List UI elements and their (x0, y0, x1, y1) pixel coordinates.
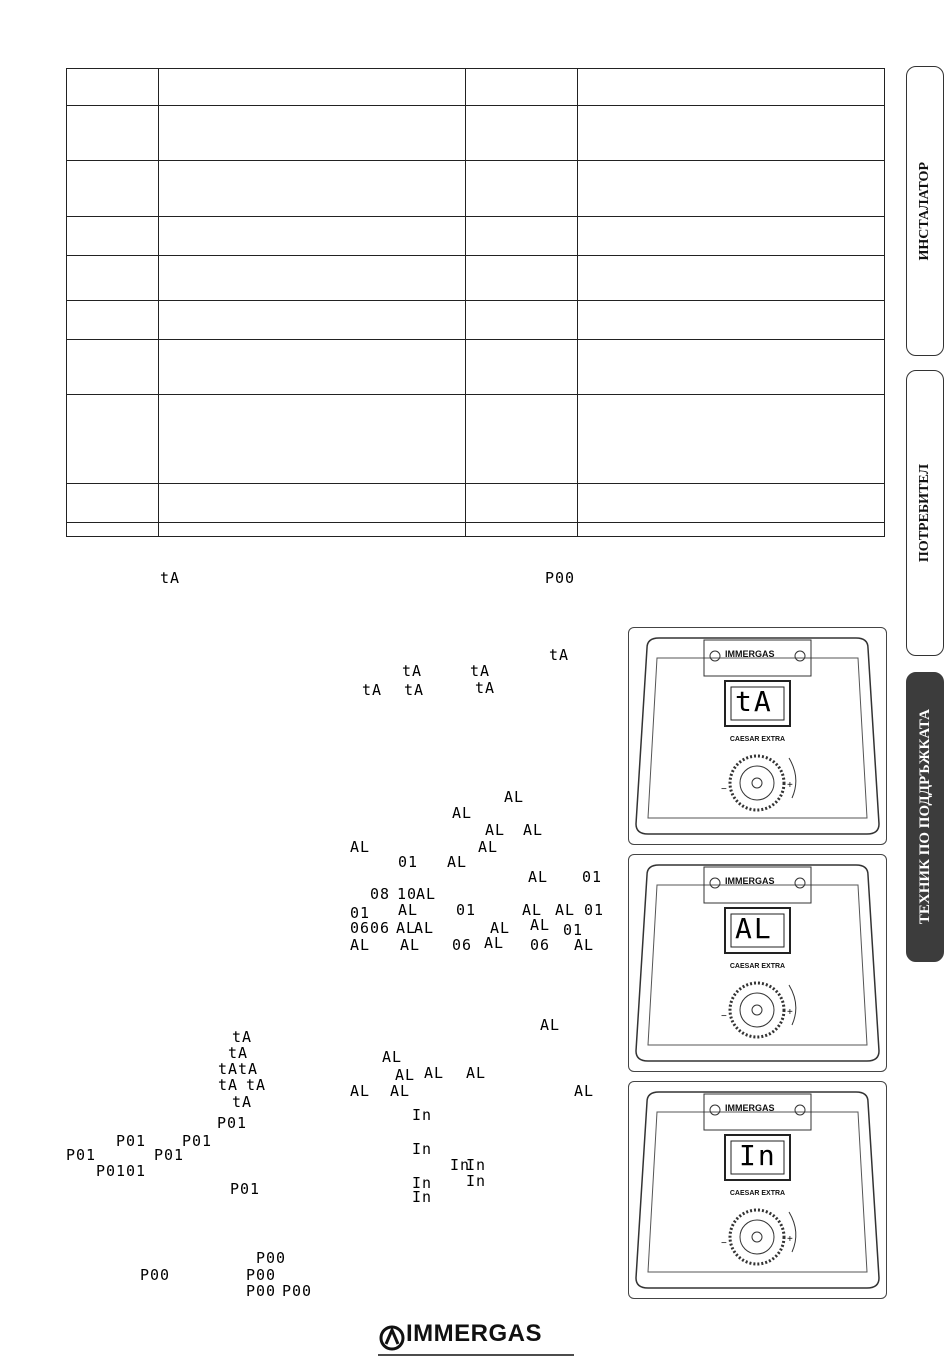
code-al: AL (466, 1064, 487, 1082)
code-p01: P01 (96, 1162, 127, 1180)
code-al: AL (424, 1064, 445, 1082)
code-in: In (412, 1106, 433, 1124)
code-al: AL (504, 788, 525, 806)
logo-text: IMMERGAS (406, 1320, 542, 1347)
code-al: AL (523, 821, 544, 839)
code-01: 01 (350, 904, 371, 922)
svg-text:−: − (721, 1011, 727, 1022)
control-panel-in (628, 1081, 887, 1299)
code-in: In (412, 1174, 433, 1192)
code-al: AL (395, 1066, 416, 1084)
code-in: In (412, 1140, 433, 1158)
code-ta: tA (160, 569, 181, 587)
code-ta: tA (549, 646, 570, 664)
svg-text:+: + (787, 780, 793, 791)
code-al: AL (484, 934, 505, 952)
code-ta: tA (246, 1076, 267, 1094)
code-ta: tA (218, 1060, 239, 1078)
code-in: In (412, 1188, 433, 1206)
code-p00: P00 (256, 1249, 287, 1267)
tab-installer[interactable] (906, 66, 944, 356)
code-al: AL (478, 838, 499, 856)
code-ta: tA (475, 679, 496, 697)
code-01: 01 (584, 901, 605, 919)
parameters-table (66, 68, 885, 537)
tab-user[interactable] (906, 370, 944, 656)
code-p00: P00 (282, 1282, 313, 1300)
code-al: AL (396, 919, 417, 937)
code-in: In (466, 1172, 487, 1190)
code-ta: tA (238, 1060, 259, 1078)
panel-model: CAESAR EXTRA (729, 963, 786, 970)
code-al: AL (398, 901, 419, 919)
code-al: AL (485, 821, 506, 839)
code-al: AL (400, 936, 421, 954)
code-ta: tA (218, 1076, 239, 1094)
control-panel-al (628, 854, 887, 1072)
code-01: 01 (582, 868, 603, 886)
code-06: 06 (452, 936, 473, 954)
code-al: AL (522, 901, 543, 919)
code-al: AL (574, 936, 595, 954)
code-al: AL (414, 919, 435, 937)
code-p01: P01 (182, 1132, 213, 1150)
code-01: 01 (456, 901, 477, 919)
code-p01: P01 (217, 1114, 248, 1132)
code-al: AL (382, 1048, 403, 1066)
panel-display: tA (735, 685, 773, 718)
code-01: 01 (126, 1162, 147, 1180)
code-p01: P01 (66, 1146, 97, 1164)
panel-display: In (739, 1139, 777, 1172)
code-p00: P00 (140, 1266, 171, 1284)
code-al: AL (555, 901, 576, 919)
code-10: 10 (397, 885, 418, 903)
code-in: In (466, 1156, 487, 1174)
svg-text:+: + (787, 1234, 793, 1245)
code-al: AL (574, 1082, 595, 1100)
code-p01: P01 (230, 1180, 261, 1198)
panel-model: CAESAR EXTRA (729, 1190, 786, 1197)
panel-model: CAESAR EXTRA (729, 736, 786, 743)
code-ta: tA (404, 681, 425, 699)
code-p00: P00 (545, 569, 576, 587)
code-p00: P00 (246, 1266, 277, 1284)
tab-user-label: ПОТРЕБИТЕЛ (917, 463, 932, 563)
code-ta: tA (362, 681, 383, 699)
code-ta: tA (470, 662, 491, 680)
code-p01: P01 (116, 1132, 147, 1150)
code-ta: tA (232, 1028, 253, 1046)
code-al: AL (447, 853, 468, 871)
panel-brand: IMMERGAS (725, 1103, 775, 1113)
code-06: 06 (530, 936, 551, 954)
code-al: AL (530, 916, 551, 934)
svg-text:−: − (721, 784, 727, 795)
tab-maintenance[interactable] (906, 672, 944, 962)
code-al: AL (350, 1082, 371, 1100)
code-p01: P01 (154, 1146, 185, 1164)
code-al: AL (350, 936, 371, 954)
tab-installer-label: ИНСТАЛАТОР (917, 161, 932, 261)
code-al: AL (416, 885, 437, 903)
svg-text:+: + (787, 1007, 793, 1018)
code-al: AL (490, 919, 511, 937)
code-p00: P00 (246, 1282, 277, 1300)
code-06: 06 (370, 919, 391, 937)
tab-maintenance-label: ТЕХНИК ПО ПОДДРЪЖКАТА (916, 709, 933, 925)
code-al: AL (540, 1016, 561, 1034)
code-al: AL (452, 804, 473, 822)
svg-text:−: − (721, 1238, 727, 1249)
code-01: 01 (563, 921, 584, 939)
panel-brand: IMMERGAS (725, 649, 775, 659)
code-al: AL (528, 868, 549, 886)
code-ta: tA (228, 1044, 249, 1062)
control-panel-ta (628, 627, 887, 845)
code-ta: tA (232, 1093, 253, 1111)
code-ta: tA (402, 662, 423, 680)
code-06: 06 (350, 919, 371, 937)
code-al: AL (350, 838, 371, 856)
code-01: 01 (398, 853, 419, 871)
code-al: AL (390, 1082, 411, 1100)
panel-display: AL (735, 912, 773, 945)
immergas-logo (378, 1318, 574, 1358)
code-08: 08 (370, 885, 391, 903)
code-in: In (450, 1156, 471, 1174)
panel-brand: IMMERGAS (725, 876, 775, 886)
